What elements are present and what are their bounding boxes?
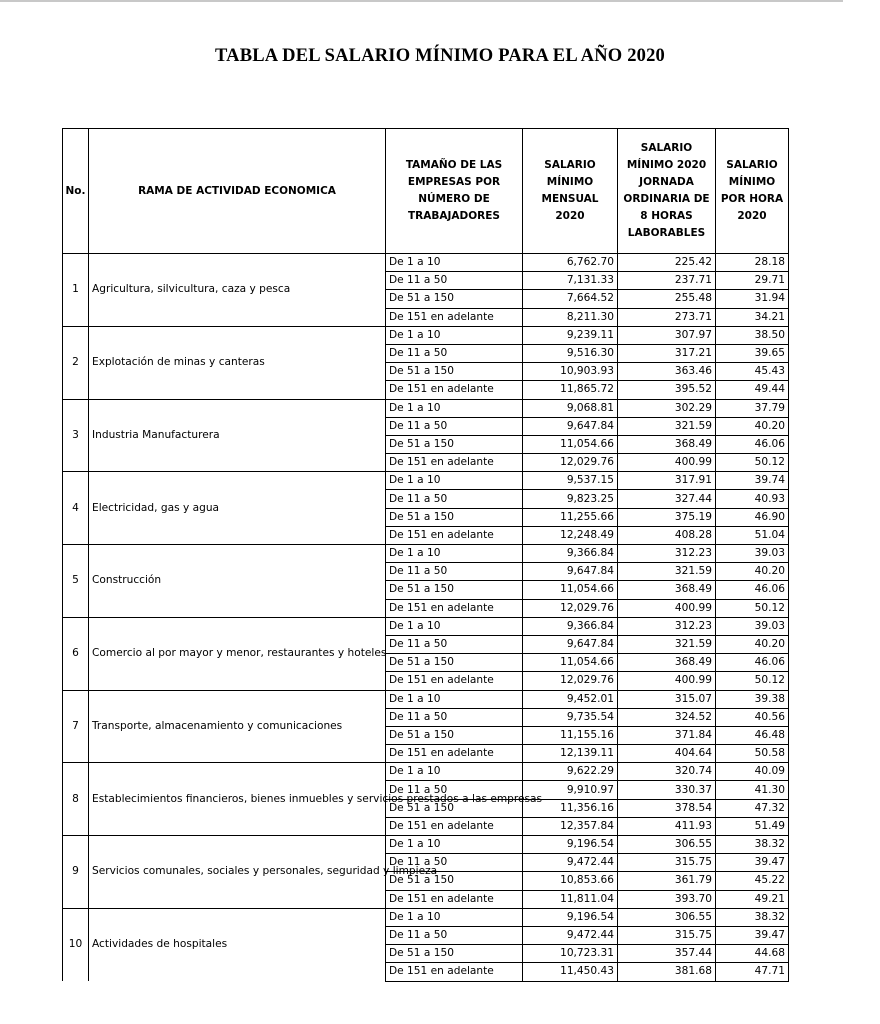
hourly-wage: 29.71 [716,272,789,290]
monthly-wage: 9,239.11 [523,326,618,344]
daily-wage: 255.48 [618,290,716,308]
monthly-wage: 9,196.54 [523,908,618,926]
size-range: De 11 a 50 [386,490,523,508]
salary-table [62,128,789,982]
daily-wage: 273.71 [618,308,716,326]
monthly-wage: 11,054.66 [523,435,618,453]
monthly-wage: 9,823.25 [523,490,618,508]
size-range: De 151 en adelante [386,599,523,617]
monthly-wage: 11,356.16 [523,799,618,817]
hourly-wage: 39.65 [716,344,789,362]
daily-wage: 368.49 [618,435,716,453]
daily-wage: 378.54 [618,799,716,817]
daily-wage: 321.59 [618,417,716,435]
size-range: De 51 a 150 [386,290,523,308]
monthly-wage: 9,647.84 [523,417,618,435]
size-range: De 151 en adelante [386,817,523,835]
daily-wage: 363.46 [618,363,716,381]
rama-name: Industria Manufacturera [89,399,386,472]
rama-name: Transporte, almacenamiento y comunicaciones [89,690,386,763]
hourly-wage: 39.47 [716,854,789,872]
header-hora: SALARIO MÍNIMO POR HORA 2020 [716,129,789,254]
size-range: De 151 en adelante [386,381,523,399]
rama-number: 3 [63,399,89,472]
monthly-wage: 9,068.81 [523,399,618,417]
size-range: De 1 a 10 [386,908,523,926]
monthly-wage: 7,664.52 [523,290,618,308]
hourly-wage: 37.79 [716,399,789,417]
rama-name: Establecimientos financieros, bienes inmuebles y servicios prestados a las empresas [89,763,386,836]
hourly-wage: 40.93 [716,490,789,508]
size-range: De 1 a 10 [386,690,523,708]
daily-wage: 375.19 [618,508,716,526]
monthly-wage: 10,903.93 [523,363,618,381]
rama-number: 1 [63,254,89,327]
size-range: De 1 a 10 [386,326,523,344]
monthly-wage: 11,865.72 [523,381,618,399]
monthly-wage: 10,723.31 [523,945,618,963]
hourly-wage: 46.48 [716,726,789,744]
monthly-wage: 9,366.84 [523,545,618,563]
monthly-wage: 11,054.66 [523,654,618,672]
size-range: De 11 a 50 [386,272,523,290]
table-row [63,326,789,344]
table-row [63,399,789,417]
hourly-wage: 39.03 [716,617,789,635]
size-range: De 151 en adelante [386,963,523,981]
table-body [63,254,789,982]
hourly-wage: 38.32 [716,836,789,854]
header-tamano: TAMAÑO DE LAS EMPRESAS POR NÚMERO DE TRABAJADORES [386,129,523,254]
rama-number: 10 [63,908,89,981]
daily-wage: 395.52 [618,381,716,399]
monthly-wage: 9,472.44 [523,854,618,872]
hourly-wage: 51.49 [716,817,789,835]
daily-wage: 312.23 [618,617,716,635]
rama-name: Explotación de minas y canteras [89,326,386,399]
daily-wage: 404.64 [618,745,716,763]
size-range: De 11 a 50 [386,854,523,872]
size-range: De 11 a 50 [386,708,523,726]
hourly-wage: 45.43 [716,363,789,381]
daily-wage: 312.23 [618,545,716,563]
size-range: De 151 en adelante [386,526,523,544]
hourly-wage: 46.90 [716,508,789,526]
monthly-wage: 9,647.84 [523,635,618,653]
daily-wage: 393.70 [618,890,716,908]
daily-wage: 315.75 [618,854,716,872]
monthly-wage: 12,248.49 [523,526,618,544]
monthly-wage: 9,516.30 [523,344,618,362]
hourly-wage: 40.09 [716,763,789,781]
header-no: No. [63,129,89,254]
hourly-wage: 46.06 [716,435,789,453]
daily-wage: 381.68 [618,963,716,981]
daily-wage: 327.44 [618,490,716,508]
size-range: De 51 a 150 [386,945,523,963]
hourly-wage: 39.47 [716,926,789,944]
monthly-wage: 11,450.43 [523,963,618,981]
daily-wage: 330.37 [618,781,716,799]
hourly-wage: 40.20 [716,563,789,581]
header-jornada: SALARIO MÍNIMO 2020 JORNADA ORDINARIA DE 8 HORAS LABORABLES [618,129,716,254]
hourly-wage: 45.22 [716,872,789,890]
hourly-wage: 31.94 [716,290,789,308]
monthly-wage: 9,472.44 [523,926,618,944]
rama-number: 8 [63,763,89,836]
monthly-wage: 6,762.70 [523,254,618,272]
hourly-wage: 50.12 [716,599,789,617]
hourly-wage: 49.44 [716,381,789,399]
monthly-wage: 11,155.16 [523,726,618,744]
size-range: De 1 a 10 [386,545,523,563]
hourly-wage: 50.12 [716,454,789,472]
rama-number: 9 [63,836,89,909]
size-range: De 51 a 150 [386,654,523,672]
monthly-wage: 12,357.84 [523,817,618,835]
monthly-wage: 9,622.29 [523,763,618,781]
size-range: De 1 a 10 [386,763,523,781]
hourly-wage: 50.12 [716,672,789,690]
size-range: De 151 en adelante [386,454,523,472]
rama-number: 4 [63,472,89,545]
size-range: De 151 en adelante [386,308,523,326]
top-rule [0,0,843,2]
daily-wage: 315.07 [618,690,716,708]
daily-wage: 368.49 [618,581,716,599]
monthly-wage: 9,910.97 [523,781,618,799]
hourly-wage: 39.74 [716,472,789,490]
table-row [63,545,789,563]
rama-name: Agricultura, silvicultura, caza y pesca [89,254,386,327]
rama-number: 6 [63,617,89,690]
size-range: De 151 en adelante [386,672,523,690]
hourly-wage: 39.38 [716,690,789,708]
hourly-wage: 41.30 [716,781,789,799]
rama-number: 2 [63,326,89,399]
hourly-wage: 34.21 [716,308,789,326]
hourly-wage: 28.18 [716,254,789,272]
monthly-wage: 10,853.66 [523,872,618,890]
monthly-wage: 9,196.54 [523,836,618,854]
size-range: De 11 a 50 [386,635,523,653]
size-range: De 11 a 50 [386,926,523,944]
daily-wage: 307.97 [618,326,716,344]
daily-wage: 361.79 [618,872,716,890]
rama-number: 7 [63,690,89,763]
size-range: De 1 a 10 [386,399,523,417]
size-range: De 51 a 150 [386,508,523,526]
daily-wage: 317.91 [618,472,716,490]
size-range: De 51 a 150 [386,363,523,381]
size-range: De 1 a 10 [386,254,523,272]
rama-name: Electricidad, gas y agua [89,472,386,545]
daily-wage: 306.55 [618,836,716,854]
rama-name: Comercio al por mayor y menor, restaurantes y hoteles [89,617,386,690]
monthly-wage: 11,054.66 [523,581,618,599]
daily-wage: 317.21 [618,344,716,362]
page-title: TABLA DEL SALARIO MÍNIMO PARA EL AÑO 2020 [214,46,666,66]
hourly-wage: 40.20 [716,635,789,653]
daily-wage: 411.93 [618,817,716,835]
monthly-wage: 7,131.33 [523,272,618,290]
size-range: De 11 a 50 [386,344,523,362]
rama-name: Actividades de hospitales [89,908,386,981]
rama-number: 5 [63,545,89,618]
daily-wage: 400.99 [618,599,716,617]
size-range: De 151 en adelante [386,890,523,908]
daily-wage: 237.71 [618,272,716,290]
monthly-wage: 9,452.01 [523,690,618,708]
hourly-wage: 47.32 [716,799,789,817]
daily-wage: 225.42 [618,254,716,272]
daily-wage: 368.49 [618,654,716,672]
hourly-wage: 38.50 [716,326,789,344]
daily-wage: 400.99 [618,672,716,690]
table-header-row [63,129,789,254]
monthly-wage: 12,139.11 [523,745,618,763]
monthly-wage: 9,537.15 [523,472,618,490]
daily-wage: 306.55 [618,908,716,926]
size-range: De 51 a 150 [386,581,523,599]
hourly-wage: 46.06 [716,581,789,599]
hourly-wage: 50.58 [716,745,789,763]
size-range: De 11 a 50 [386,417,523,435]
size-range: De 1 a 10 [386,472,523,490]
table-row [63,617,789,635]
size-range: De 1 a 10 [386,836,523,854]
size-range: De 51 a 150 [386,799,523,817]
monthly-wage: 12,029.76 [523,672,618,690]
size-range: De 1 a 10 [386,617,523,635]
daily-wage: 302.29 [618,399,716,417]
table-row [63,472,789,490]
monthly-wage: 12,029.76 [523,454,618,472]
table-row [63,254,789,272]
size-range: De 51 a 150 [386,726,523,744]
hourly-wage: 38.32 [716,908,789,926]
daily-wage: 320.74 [618,763,716,781]
table-row [63,836,789,854]
size-range: De 51 a 150 [386,435,523,453]
monthly-wage: 12,029.76 [523,599,618,617]
size-range: De 151 en adelante [386,745,523,763]
daily-wage: 315.75 [618,926,716,944]
rama-name: Construcción [89,545,386,618]
hourly-wage: 44.68 [716,945,789,963]
daily-wage: 400.99 [618,454,716,472]
hourly-wage: 49.21 [716,890,789,908]
monthly-wage: 9,735.54 [523,708,618,726]
hourly-wage: 51.04 [716,526,789,544]
daily-wage: 321.59 [618,563,716,581]
header-mensual: SALARIO MÍNIMO MENSUAL 2020 [523,129,618,254]
monthly-wage: 11,255.66 [523,508,618,526]
monthly-wage: 9,647.84 [523,563,618,581]
size-range: De 11 a 50 [386,563,523,581]
hourly-wage: 40.56 [716,708,789,726]
hourly-wage: 47.71 [716,963,789,981]
daily-wage: 321.59 [618,635,716,653]
daily-wage: 324.52 [618,708,716,726]
hourly-wage: 40.20 [716,417,789,435]
monthly-wage: 11,811.04 [523,890,618,908]
rama-name: Servicios comunales, sociales y personales, seguridad y limpieza [89,836,386,909]
table-row [63,763,789,781]
size-range: De 51 a 150 [386,872,523,890]
daily-wage: 371.84 [618,726,716,744]
hourly-wage: 39.03 [716,545,789,563]
table-row [63,908,789,926]
daily-wage: 408.28 [618,526,716,544]
size-range: De 11 a 50 [386,781,523,799]
daily-wage: 357.44 [618,945,716,963]
table-row [63,690,789,708]
monthly-wage: 9,366.84 [523,617,618,635]
hourly-wage: 46.06 [716,654,789,672]
monthly-wage: 8,211.30 [523,308,618,326]
header-rama: RAMA DE ACTIVIDAD ECONOMICA [89,129,386,254]
